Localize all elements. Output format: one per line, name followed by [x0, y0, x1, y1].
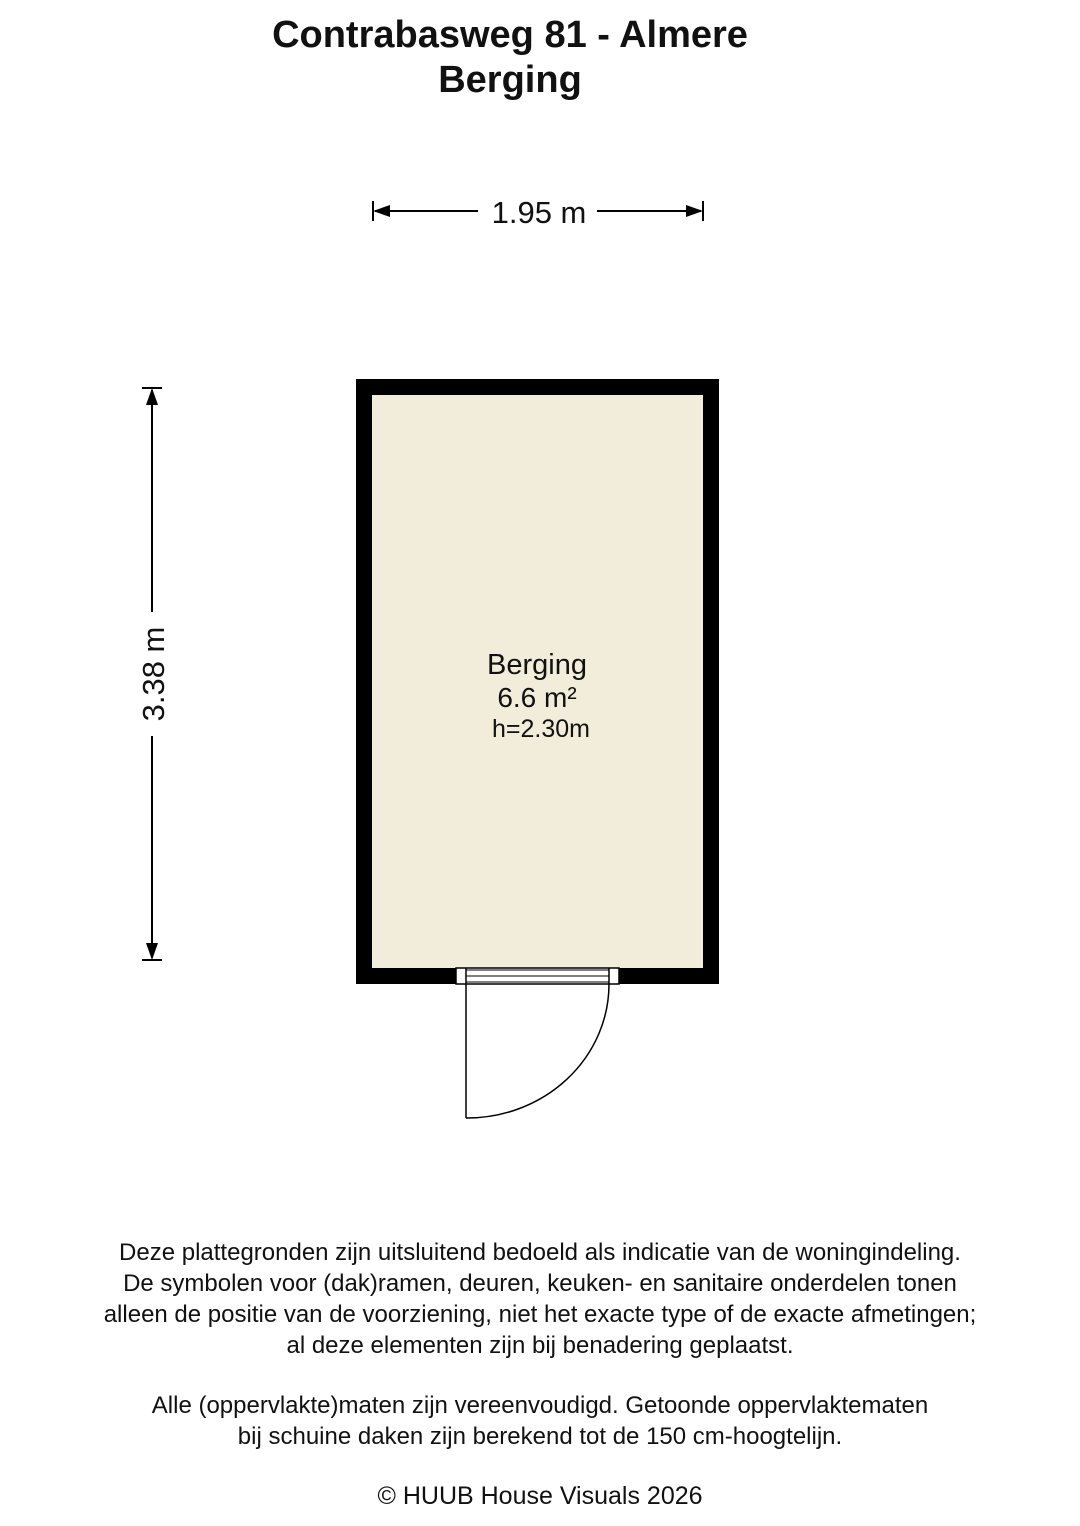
disclaimer-paragraph-1 [0, 1237, 1080, 1361]
room-height: h=2.30m [492, 715, 590, 743]
room-area: 6.6 m² [497, 682, 577, 713]
door [456, 968, 619, 1118]
disclaimer-line: Alle (oppervlakte)maten zijn vereenvoudigd. Getoonde oppervlaktematen [151, 1392, 929, 1419]
plan-address-title: Contrabasweg 81 - Almere [272, 14, 748, 56]
door-swing-arc [466, 984, 609, 1118]
disclaimer-line: alleen de positie van de voorziening, niet het exacte type of de exacte afmetingen; [103, 1301, 977, 1328]
disclaimer-line: al deze elementen zijn bij benadering geplaatst. [286, 1332, 794, 1359]
disclaimer-line: Deze plattegronden zijn uitsluitend bedoeld als indicatie van de woningindeling. [119, 1239, 961, 1266]
disclaimer-line: bij schuine daken zijn berekend tot de 150 cm-hoogtelijn. [237, 1423, 843, 1450]
width-dimension [373, 195, 703, 230]
depth-label: 3.38 m [136, 626, 171, 722]
disclaimer-paragraph-2 [0, 1390, 1080, 1452]
copyright-notice: © HUUB House Visuals 2026 [377, 1482, 703, 1510]
room-name: Berging [487, 649, 587, 681]
plan-floor-title: Berging [438, 59, 582, 101]
width-label: 1.95 m [491, 195, 587, 230]
depth-dimension [136, 388, 171, 960]
disclaimer-line: De symbolen voor (dak)ramen, deuren, keuken- en sanitaire onderdelen tonen [123, 1270, 957, 1297]
